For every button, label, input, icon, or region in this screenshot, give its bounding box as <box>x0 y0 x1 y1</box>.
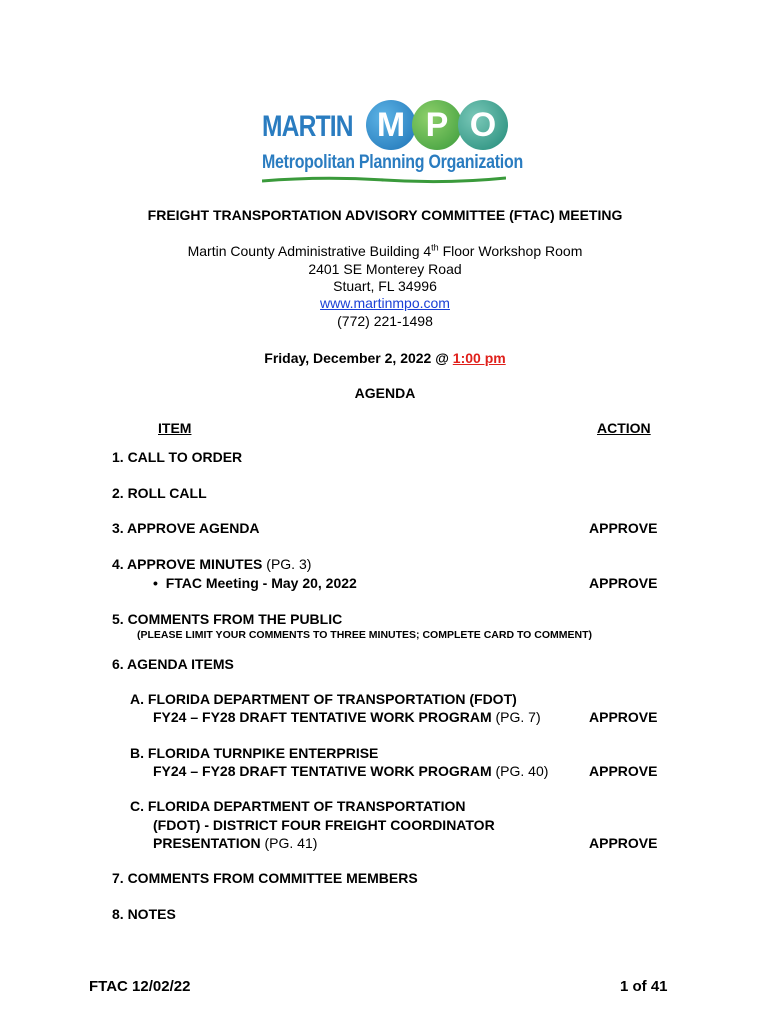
agenda-item-4-bullet <box>153 575 357 591</box>
item-a-page: (PG. 7) <box>495 709 541 725</box>
item-c-title: PRESENTATION <box>153 835 265 851</box>
meeting-date <box>0 350 770 366</box>
footer-page-number: 1 of 41 <box>620 978 668 995</box>
phone-number: (772) 221-1498 <box>337 313 433 329</box>
item-c-page: (PG. 41) <box>264 835 318 851</box>
footer-meeting-code: FTAC 12/02/22 <box>89 978 191 995</box>
meeting-title: FREIGHT TRANSPORTATION ADVISORY COMMITTEE (FTAC) MEETING <box>147 207 623 223</box>
website-link[interactable]: www.martinmpo.com <box>320 295 450 311</box>
city-address: Stuart, FL 34996 <box>333 278 437 294</box>
agenda-item-1: 1. CALL TO ORDER <box>112 449 243 465</box>
column-item-header: ITEM <box>158 420 192 436</box>
item-a-line1: A. FLORIDA DEPARTMENT OF TRANSPORTATION (FDOT) <box>130 691 517 707</box>
item-c-line1: C. FLORIDA DEPARTMENT OF TRANSPORTATION <box>130 798 466 814</box>
column-action-header: ACTION <box>597 420 651 436</box>
agenda-item-5: 5. COMMENTS FROM THE PUBLIC <box>112 611 343 627</box>
item-a-line2 <box>153 709 541 725</box>
item-b-line2 <box>153 763 548 779</box>
date-text: Friday, December 2, 2022 @ <box>264 350 453 366</box>
item-4-page: (PG. 3) <box>266 556 312 572</box>
item-c-line3 <box>153 835 317 851</box>
item-4-label: 4. APPROVE MINUTES <box>112 556 267 572</box>
agenda-item-3: 3. APPROVE AGENDA <box>112 520 260 536</box>
logo-p-circle: P <box>412 100 462 150</box>
location-text: Martin County Administrative Building 4 <box>187 243 432 259</box>
bullet-text: FTAC Meeting - May 20, 2022 <box>165 575 357 591</box>
item-a-action: APPROVE <box>589 709 658 725</box>
agenda-item-5-note: (PLEASE LIMIT YOUR COMMENTS TO THREE MINUTES; COMPLETE CARD TO COMMENT) <box>137 629 593 641</box>
logo-m-circle: M <box>366 100 416 150</box>
agenda-item-3-action: APPROVE <box>589 520 658 536</box>
street-address: 2401 SE Monterey Road <box>308 261 462 277</box>
logo-wave-icon <box>262 176 506 184</box>
meeting-time: 1:00 pm <box>452 350 506 366</box>
item-b-line1: B. FLORIDA TURNPIKE ENTERPRISE <box>130 745 379 761</box>
bullet-icon: • <box>153 575 158 591</box>
location-sup: th <box>431 242 439 253</box>
agenda-item-4-action: APPROVE <box>589 575 658 591</box>
item-b-action: APPROVE <box>589 763 658 779</box>
item-b-page: (PG. 40) <box>495 763 549 779</box>
agenda-item-6: 6. AGENDA ITEMS <box>112 656 234 672</box>
logo-martin-word: MARTIN <box>262 110 353 143</box>
item-c-action: APPROVE <box>589 835 658 851</box>
item-b-title: FY24 – FY28 DRAFT TENTATIVE WORK PROGRAM <box>153 763 496 779</box>
item-c-line2: (FDOT) - DISTRICT FOUR FREIGHT COORDINATOR <box>153 817 495 833</box>
agenda-item-8: 8. NOTES <box>112 906 176 922</box>
agenda-heading: AGENDA <box>354 385 416 401</box>
meeting-location <box>0 243 770 259</box>
location-text-end: Floor Workshop Room <box>438 243 583 259</box>
agenda-item-2: 2. ROLL CALL <box>112 485 207 501</box>
martin-mpo-logo <box>262 88 523 186</box>
item-a-title: FY24 – FY28 DRAFT TENTATIVE WORK PROGRAM <box>153 709 496 725</box>
logo-subtitle: Metropolitan Planning Organization <box>262 152 523 173</box>
agenda-item-4 <box>112 556 311 572</box>
agenda-item-7: 7. COMMENTS FROM COMMITTEE MEMBERS <box>112 870 418 886</box>
logo-o-circle: O <box>458 100 508 150</box>
